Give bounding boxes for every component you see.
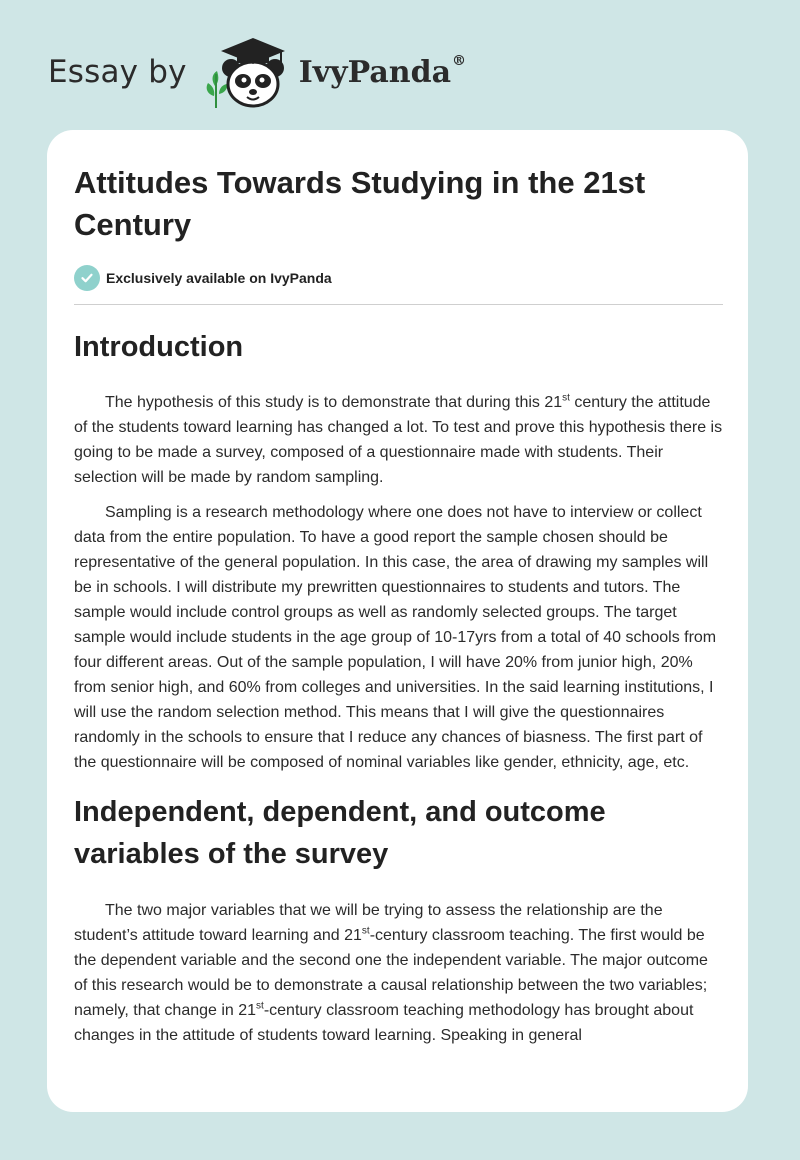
article-content [74, 162, 723, 1048]
superscript: st [562, 392, 570, 404]
section-variables [74, 791, 723, 1048]
article-title: Attitudes Towards Studying in the 21st Century [74, 165, 646, 242]
divider [74, 304, 723, 305]
brand-name-text: IvyPanda [298, 54, 452, 90]
brand-name [298, 52, 467, 90]
paragraph-text: The hypothesis of this study is to demonstrate that during this 21 [105, 394, 563, 411]
panda-graduation-cap-icon [201, 34, 293, 110]
brand-header [48, 34, 466, 110]
registered-mark: ® [452, 52, 467, 69]
brand-prefix: Essay by [48, 54, 187, 90]
paragraph: Sampling is a research methodology where one does not have to interview or collect data from the entire population. To have a good report the sample chosen should be representative of the general population. In this case, the area of drawing my samples will be in schools. I will distribute my prewritten questionnaires to students and tutors. The sample would include control groups as well as randomly selected groups. The target sample would include students in the age group of 10-17yrs from a total of 40 schools from four different areas. Out of the sample population, I will have 20% from junior high, 20% from senior high, and 60% from colleges and universities. In the said learning institutions, I will use the random selection method. This means that I will give the questionnaires randomly in the schools to ensure that I reduce any chances of biasness. The first part of the questionnaire will be composed of nominal variables like gender, ethnicity, age, etc. [74, 504, 717, 771]
article-card [47, 130, 748, 1112]
exclusive-label: Exclusively available on IvyPanda [106, 270, 332, 286]
paragraph-text: -century classroom teaching. The first would be the dependent variable and the second one the independent variable. The major outcome of this research would be to demonstrate a causal relationship between the two variables; namely, that change in 21 [74, 927, 708, 1019]
paragraph [74, 898, 723, 1048]
check-circle-icon [74, 265, 100, 291]
paragraph [74, 390, 723, 490]
section-introduction [74, 326, 723, 775]
superscript: st [361, 925, 370, 937]
paragraph-text: The two major variables that we will be trying to assess the relationship are the student’s attitude toward learning and 21 [74, 902, 663, 944]
paragraph-text: century the attitude of the students toward learning has changed a lot. To test and prove this hypothesis there is going to be made a survey, composed of a questionnaire made with students. Their selection will be made by random sampling. [74, 394, 723, 486]
section-heading: Introduction [74, 331, 244, 363]
paragraph-text: -century classroom teaching methodology has brought about changes in the attitude of students toward learning. Speaking in general [74, 1002, 694, 1044]
exclusive-badge [74, 264, 723, 292]
superscript: st [256, 1000, 264, 1012]
section-heading: Independent, dependent, and outcome variables of the survey [74, 796, 606, 870]
